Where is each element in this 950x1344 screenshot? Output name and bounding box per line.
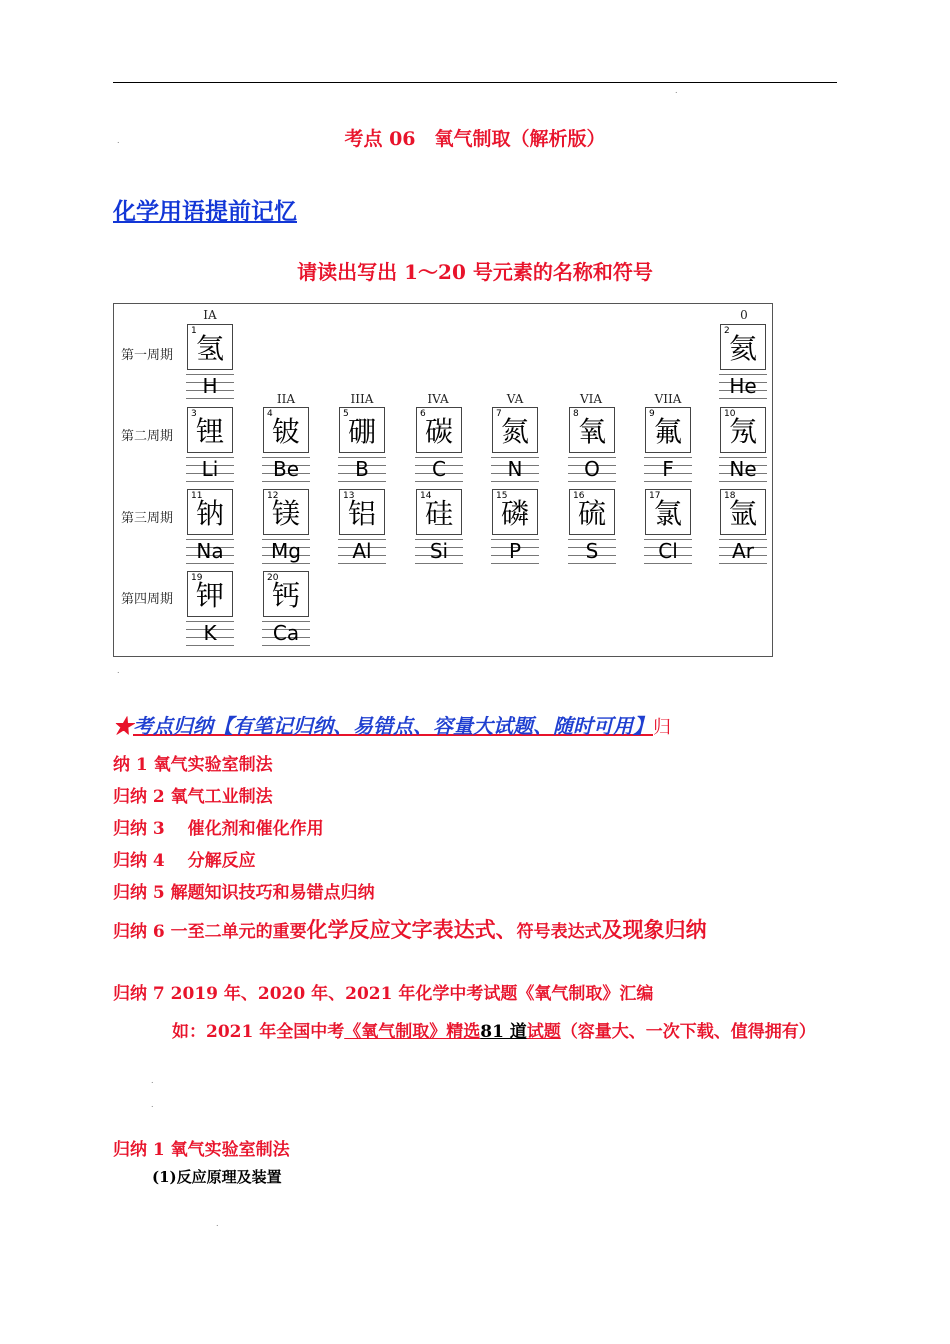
element-name: 碳: [424, 415, 453, 448]
summary-item: 归纳 4 分解反应: [113, 851, 256, 871]
atomic-number: 8: [573, 409, 579, 419]
element-name: 铍: [271, 415, 300, 448]
group-label: IIIA: [350, 392, 374, 406]
summary-item-6-emphasis: 化学反应文字表达式、: [306, 917, 517, 942]
element-symbol: Ne: [729, 457, 757, 481]
element-cell: [720, 407, 766, 453]
period-label: 第四周期: [121, 592, 174, 607]
summary-item-6-mid: 符号表达式: [516, 922, 602, 942]
element-name: 氟: [653, 415, 682, 448]
atomic-number: 16: [573, 491, 585, 501]
element-cell: [263, 407, 309, 453]
element-symbol: Li: [201, 457, 219, 481]
element-symbol: P: [508, 539, 522, 563]
element-name: 钾: [195, 579, 224, 612]
element-cell: [339, 489, 385, 535]
element-symbol: Mg: [271, 539, 301, 563]
summary-heading-text: 考点归纳【有笔记归纳、易错点、容量大试题、随时可用】: [133, 714, 653, 738]
element-symbol: Si: [429, 539, 449, 563]
element-name: 硫: [577, 497, 606, 530]
atomic-number: 17: [649, 491, 661, 501]
body-heading: 归纳 1 氧气实验室制法: [113, 1140, 290, 1160]
group-label: IVA: [427, 392, 449, 406]
element-symbol: Na: [196, 539, 224, 563]
element-symbol: K: [203, 621, 217, 645]
period-label: 第二周期: [121, 429, 174, 444]
element-name: 镁: [271, 497, 300, 530]
paragraph-mark: ˙: [116, 142, 121, 152]
element-symbol-box: [644, 537, 692, 567]
period-label: 第一周期: [121, 348, 174, 363]
element-symbol: B: [355, 457, 369, 481]
group-label: IA: [203, 308, 217, 322]
element-name: 氦: [728, 332, 757, 365]
atomic-number: 5: [343, 409, 349, 419]
element-symbol-box: [491, 537, 539, 567]
element-cell: [492, 489, 538, 535]
summary-item-6-prefix: 归纳 6 一至二单元的重要: [113, 922, 307, 942]
element-cell: [187, 407, 233, 453]
element-symbol: C: [432, 457, 446, 481]
group-label: VIA: [579, 392, 603, 406]
group-label: IIA: [276, 392, 296, 406]
header-rule: [113, 82, 837, 83]
atomic-number: 1: [191, 326, 197, 336]
element-name: 氩: [728, 497, 757, 530]
element-symbol-box: [262, 537, 310, 567]
summary-item-6-emphasis: 及现象归纳: [601, 917, 707, 942]
element-name: 铝: [347, 497, 376, 530]
element-symbol-box: [186, 455, 234, 485]
atomic-number: 20: [267, 573, 279, 583]
element-symbol: S: [585, 539, 599, 563]
element-cell: [645, 489, 691, 535]
element-symbol-box: [719, 372, 767, 402]
element-name: 氯: [653, 497, 682, 530]
section-heading: 化学用语提前记忆: [113, 198, 297, 225]
element-cell: [416, 489, 462, 535]
atomic-number: 7: [496, 409, 502, 419]
element-cell: [720, 324, 766, 370]
element-cell: [339, 407, 385, 453]
element-symbol-box: [186, 372, 234, 402]
note-link[interactable]: 试题: [526, 1022, 561, 1042]
element-symbol: O: [584, 457, 600, 481]
atomic-number: 11: [191, 491, 203, 501]
atomic-number: 18: [724, 491, 736, 501]
group-label: 0: [740, 308, 748, 322]
element-symbol: F: [662, 457, 674, 481]
element-symbol: H: [202, 374, 218, 398]
element-name: 氧: [577, 415, 606, 448]
atomic-number: 13: [343, 491, 355, 501]
atomic-number: 9: [649, 409, 655, 419]
group-label: VIIA: [654, 392, 682, 406]
paragraph-mark: ˙: [150, 1082, 155, 1092]
element-name: 硼: [347, 415, 376, 448]
element-cell: [187, 489, 233, 535]
element-name: 钠: [195, 497, 224, 530]
atomic-number: 15: [496, 491, 508, 501]
table-subtitle: 请读出写出 1～20 号元素的名称和符号: [297, 260, 653, 284]
summary-item: 归纳 2 氧气工业制法: [113, 787, 273, 807]
element-symbol-box: [491, 455, 539, 485]
note-link[interactable]: 《氧气制取》精选: [344, 1022, 481, 1042]
element-cell: [569, 407, 615, 453]
paragraph-mark: ˙: [150, 1106, 155, 1116]
element-symbol-box: [186, 537, 234, 567]
element-symbol-box: [186, 619, 234, 649]
note-text: 如：2021 年全国中考: [172, 1022, 345, 1042]
element-symbol-box: [719, 455, 767, 485]
element-symbol: Ar: [732, 539, 754, 563]
element-symbol: Al: [352, 539, 372, 563]
element-name: 硅: [424, 497, 453, 530]
element-cell: [187, 324, 233, 370]
element-cell: [569, 489, 615, 535]
atomic-number: 6: [420, 409, 426, 419]
summary-item-7: 归纳 7 2019 年、2020 年、2021 年化学中考试题《氧气制取》汇编: [113, 984, 654, 1004]
summary-item: 归纳 3 催化剂和催化作用: [113, 819, 324, 839]
atomic-number: 12: [267, 491, 279, 501]
element-symbol-box: [719, 537, 767, 567]
element-name: 氮: [500, 415, 529, 448]
element-cell: [416, 407, 462, 453]
atomic-number: 3: [191, 409, 197, 419]
group-label: VA: [506, 392, 524, 406]
star-icon: ★: [113, 714, 133, 738]
element-symbol-box: [415, 537, 463, 567]
atomic-number: 2: [724, 326, 730, 336]
page-title: 考点 06 氧气制取（解析版）: [344, 128, 606, 150]
element-name: 锂: [195, 415, 224, 448]
element-name: 氖: [728, 415, 757, 448]
element-name: 氢: [195, 332, 224, 365]
element-name: 钙: [271, 579, 300, 612]
element-cell: [263, 489, 309, 535]
element-symbol-box: [568, 455, 616, 485]
atomic-number: 4: [267, 409, 273, 419]
element-symbol-box: [338, 537, 386, 567]
element-symbol-box: [262, 455, 310, 485]
paragraph-mark: ˙: [674, 92, 679, 102]
summary-item: 归纳 5 解题知识技巧和易错点归纳: [113, 883, 375, 903]
summary-item-6: [113, 914, 707, 944]
element-symbol: Be: [272, 457, 300, 481]
period-label: 第三周期: [121, 511, 174, 526]
note-count: 81 道: [480, 1022, 527, 1042]
element-symbol-box: [338, 455, 386, 485]
element-symbol: N: [507, 457, 523, 481]
element-symbol-box: [644, 455, 692, 485]
atomic-number: 14: [420, 491, 432, 501]
periodic-table: [113, 303, 773, 657]
body-subheading: (1)反应原理及装置: [152, 1168, 282, 1186]
element-symbol-box: [262, 619, 310, 649]
note-text: （容量大、一次下载、值得拥有）: [560, 1022, 816, 1042]
paragraph-mark: ˙: [116, 672, 121, 682]
element-cell: [492, 407, 538, 453]
element-cell: [645, 407, 691, 453]
element-cell: [187, 571, 233, 617]
atomic-number: 19: [191, 573, 203, 583]
summary-heading: [113, 710, 671, 739]
summary-item: 纳 1 氧气实验室制法: [113, 755, 273, 775]
element-symbol: He: [729, 374, 757, 398]
element-name: 磷: [500, 497, 529, 530]
summary-heading-tail: 归: [653, 717, 671, 738]
element-symbol-box: [568, 537, 616, 567]
paragraph-mark: ˙: [215, 1225, 220, 1235]
atomic-number: 10: [724, 409, 736, 419]
summary-note: [113, 1014, 837, 1050]
element-symbol: Cl: [658, 539, 678, 563]
element-symbol: Ca: [272, 621, 300, 645]
element-cell: [720, 489, 766, 535]
element-symbol-box: [415, 455, 463, 485]
element-cell: [263, 571, 309, 617]
